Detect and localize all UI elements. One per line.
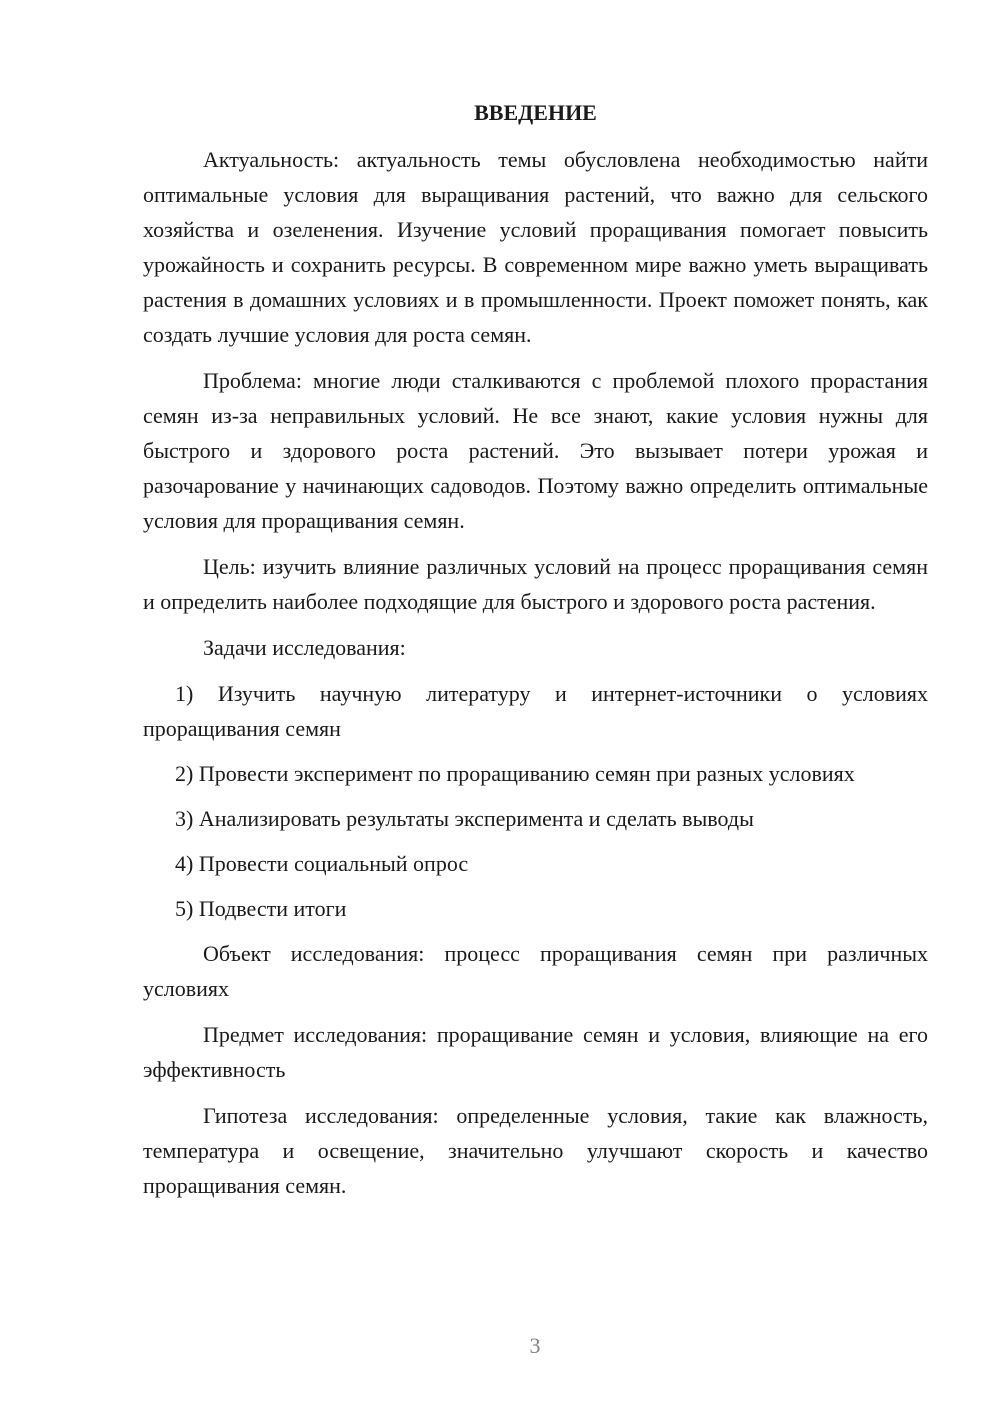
problem-paragraph: Проблема: многие люди сталкиваются с проблемой плохого прорастания семян из-за неправильных условий. Не все знают, какие условия нужны для быстрого и здорового роста растений. Это вызывает потери урожая и разочарование у начинающих садоводов. Поэтому важно определить оптимальные условия для проращивания семян. bbox=[143, 368, 928, 533]
task-item-1: 1) Изучить научную литературу и интернет-источники о условиях проращивания семян bbox=[143, 681, 928, 741]
object-paragraph: Объект исследования: процесс проращивания семян при различных условиях bbox=[143, 941, 928, 1001]
hypothesis-paragraph: Гипотеза исследования: определенные условия, такие как влажность, температура и освещение, значительно улучшают скорость и качество проращивания семян. bbox=[143, 1103, 928, 1198]
page-content bbox=[143, 95, 928, 1214]
page-number: 3 bbox=[529, 1333, 541, 1358]
tasks-heading: Задачи исследования: bbox=[203, 635, 406, 660]
task-item-5: 5) Подвести итоги bbox=[175, 896, 347, 921]
task-item-3: 3) Анализировать результаты эксперимента и сделать выводы bbox=[175, 806, 754, 831]
goal-paragraph: Цель: изучить влияние различных условий на процесс проращивания семян и определить наиболее подходящие для быстрого и здорового роста растения. bbox=[143, 554, 928, 614]
page-title: ВВЕДЕНИЕ bbox=[474, 100, 597, 125]
task-item-2: 2) Провести эксперимент по проращиванию семян при разных условиях bbox=[175, 761, 855, 786]
task-item-4: 4) Провести социальный опрос bbox=[175, 851, 469, 876]
subject-paragraph: Предмет исследования: проращивание семян и условия, влияющие на его эффективность bbox=[143, 1022, 928, 1082]
relevance-paragraph: Актуальность: актуальность темы обусловлена необходимостью найти оптимальные условия для выращивания растений, что важно для сельского хозяйства и озеленения. Изучение условий проращивания помогает повысить урожайность и сохранить ресурсы. В современном мире важно уметь выращивать растения в домашних условиях и в промышленности. Проект поможет понять, как создать лучшие условия для роста семян. bbox=[143, 147, 928, 347]
